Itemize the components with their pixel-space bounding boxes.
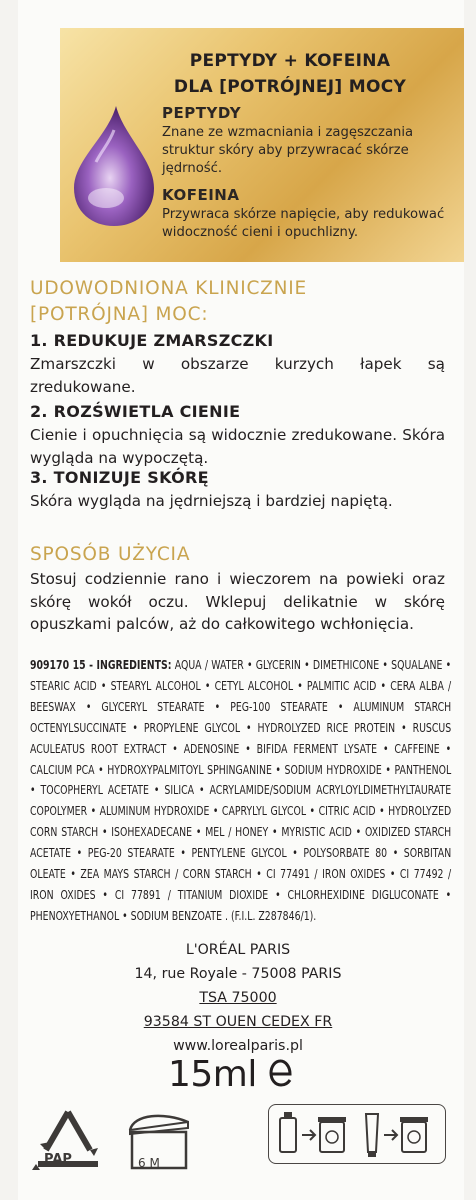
address-city-text: 93584 ST OUEN CEDEX FR [143, 1014, 333, 1030]
volume-text: 15ml [168, 1054, 257, 1095]
tube-icon [366, 1114, 378, 1157]
usage-heading: SPOSÓB UŻYCIA [30, 544, 191, 565]
ingredients-text: AQUA / WATER • GLYCERIN • DIMETHICONE • SQUALANE • STEARIC ACID • STEARYL ALCOHOL • CETYL ALCOHOL • PALMITIC ACID • CERA ALBA / BEESWAX • GLYCERYL STEARATE • PEG-100 STEARATE • ALUMINUM STARCH OCTENYLSUCCINATE • PROPYLENE GLYCOL • HYDROLYZED RICE PROTEIN • RUSCUS ACULEATUS ROOT EXTRACT • ADENOSINE • BIFIDA FERMENT LYSATE • CAFFEINE • CALCIUM PCA • HYDROXYPALMITOYL SPHINGANINE • SODIUM HYDROXIDE • PANTHENOL • TOCOPHERYL ACETATE • SILICA • ACRYLAMIDE/SODIUM ACRYLOYLDIMETHYLTAURATE COPOLYMER • ALUMINUM HYDROXIDE • CAPRYLYL GLYCOL • CITRIC ACID • HYDROLYZED CORN STARCH • ISOHEXADECANE • MEL / HONEY • MYRISTIC ACID • OXIDIZED STARCH ACETATE • PEG-20 STEARATE • PENTYLENE GLYCOL • POLYSORBATE 80 • SORBITAN OLEATE • ZEA MAYS STARCH / CORN STARCH • CI 77491 / IRON OXIDES • CI 77492 / IRON OXIDES • CI 77891 / TITANIUM DIOXIDE • CHLORHEXIDINE DIGLUCONATE • PHENOXYETHANOL • SODIUM BENZOATE . (F.I.L. Z287846/1). [30, 658, 452, 923]
brand-name: L'ORÉAL PARIS [185, 942, 291, 958]
kofeina-heading: KOFEINA [162, 186, 240, 204]
recycling-bin-icon [400, 1117, 428, 1152]
address-street: 14, rue Royale - 75008 PARIS [134, 966, 342, 982]
address-tsa [0, 986, 476, 1010]
recycling-bin-icon [318, 1117, 346, 1152]
hero-title-line1: PEPTYDY + KOFEINA [189, 51, 391, 71]
bottle-icon [280, 1112, 296, 1152]
claim-3-text: Skóra wygląda na jędrniejszą i bardziej napiętą. [30, 492, 393, 510]
ingredients-label: 909170 15 - INGREDIENTS: [30, 658, 172, 672]
address-city [0, 1010, 476, 1034]
claim-1-text: Zmarszczki w obszarze kurzych łapek są zredukowane. [30, 355, 445, 396]
sorting-icons [274, 1108, 440, 1160]
peptydy-heading: PEPTYDY [162, 104, 242, 122]
pao-label: 6 M [138, 1156, 160, 1170]
serum-drop-icon [66, 102, 162, 230]
claims-heading [30, 276, 307, 328]
estimated-mark-icon [268, 1058, 294, 1088]
claims-heading-line1: UDOWODNIONA KLINICZNIE [30, 278, 308, 299]
pap-label: PAP [44, 1152, 72, 1167]
claim-1-title: 1. REDUKUJE ZMARSZCZKI [30, 331, 274, 350]
recycle-pap-icon [28, 1108, 108, 1182]
hero-title-line2: DLA [POTRÓJNEJ] MOCY [173, 77, 407, 97]
hero-title [130, 48, 450, 100]
claims-heading-line2: [POTRÓJNA] MOC: [30, 304, 209, 325]
claim-3-title: 3. TONIZUJE SKÓRĘ [30, 468, 209, 487]
website: www.lorealparis.pl [173, 1038, 303, 1054]
address-tsa-text: TSA 75000 [199, 990, 277, 1006]
claim-2-title: 2. ROZŚWIETLA CIENIE [30, 402, 241, 421]
claim-2-text: Cienie i opuchnięcia są widocznie zredukowane. Skóra wygląda na wypoczętą. [30, 426, 445, 467]
volume [168, 1054, 294, 1095]
peptydy-text: Znane ze wzmacniania i zagęszczania struktur skóry aby przywracać skórze jędrność. [162, 125, 414, 176]
usage-text: Stosuj codziennie rano i wieczorem na powieki oraz skórę wokół oczu. Wklepuj delikatnie w skórę opuszkami palców, aż do całkowitego wchłonięcia. [30, 570, 445, 633]
kofeina-text: Przywraca skórze napięcie, aby redukować widoczność cieni i opuchlizny. [162, 207, 445, 240]
ingredients-list [30, 655, 451, 927]
